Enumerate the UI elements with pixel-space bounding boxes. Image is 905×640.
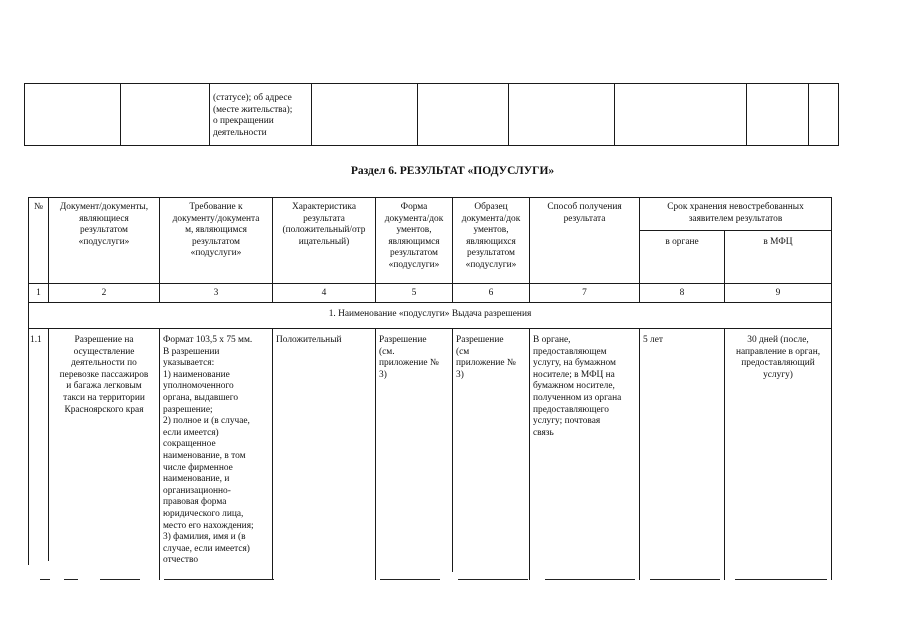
col-number: 9 — [775, 288, 781, 298]
col-number: 7 — [582, 288, 587, 298]
row-agency-period: 5 лет — [643, 335, 663, 345]
header-sample: Образец документа/док ументов, являющихся результатом «подуслуги» — [461, 202, 521, 270]
row-characteristic: Положительный — [276, 335, 342, 345]
top-fragment-cell-text: (статусе); об адресе (месте жительства); о прекращении деятельности — [213, 93, 293, 138]
row-sample: Разрешение (см приложение № 3) — [456, 335, 516, 380]
header-in-mfc: в МФЦ — [763, 237, 793, 247]
header-characteristic: Характеристика результата (положительный/отр ицательный) — [282, 202, 366, 247]
col-number: 3 — [213, 288, 219, 298]
col-number: 2 — [101, 288, 107, 298]
col-number: 8 — [679, 288, 685, 298]
col-number: 5 — [411, 288, 417, 298]
row-document: Разрешение на осуществление деятельности по перевозке пассажиров и багажа легковым такси на территории Красноярского края — [59, 335, 149, 415]
col-number: 1 — [36, 288, 41, 298]
header-in-agency: в органе — [665, 237, 699, 247]
header-document: Документ/документы, являющиеся результатом «подуслуги» — [59, 202, 149, 247]
row-mfc-period: 30 дней (после, направление в орган, предоставляющий услугу) — [735, 335, 821, 380]
header-form: Форма документа/док ументов, являющимся результатом «подуслуги» — [384, 202, 444, 270]
header-requirement: Требование к документу/документа м, являющимся результатом «подуслуги» — [172, 202, 260, 259]
row-number: 1.1 — [30, 335, 42, 345]
header-storage-period: Срок хранения невостребованных заявителем результатов — [667, 202, 804, 224]
header-num: № — [34, 202, 43, 212]
row-method: В органе, предоставляющем услугу, на бумажном носителе; в МФЦ на бумажном носителе, полученном из органа предоставляющего услугу; почтовая связь — [533, 335, 622, 438]
row-requirement: Формат 103,5 x 75 мм. В разрешении указывается: 1) наименование уполномоченного органа, выдавшего разрешение; 2) полное и (в случае, если имеется) сокращенное наименование, в том числе фирменное наименование, и организационно- правовая форма юридического лица, место его нахождения; 3) фамилия, имя и (в случае, если имеется) отчество — [163, 335, 254, 566]
col-number: 4 — [321, 288, 327, 298]
row-form: Разрешение (см. приложение № 3) — [379, 335, 439, 380]
col-number: 6 — [488, 288, 494, 298]
header-method: Способ получения результата — [547, 202, 622, 224]
section-title: Раздел 6. РЕЗУЛЬТАТ «ПОДУСЛУГИ» — [350, 165, 555, 177]
group-row-title: 1. Наименование «подуслуги» Выдача разрешения — [328, 309, 532, 319]
